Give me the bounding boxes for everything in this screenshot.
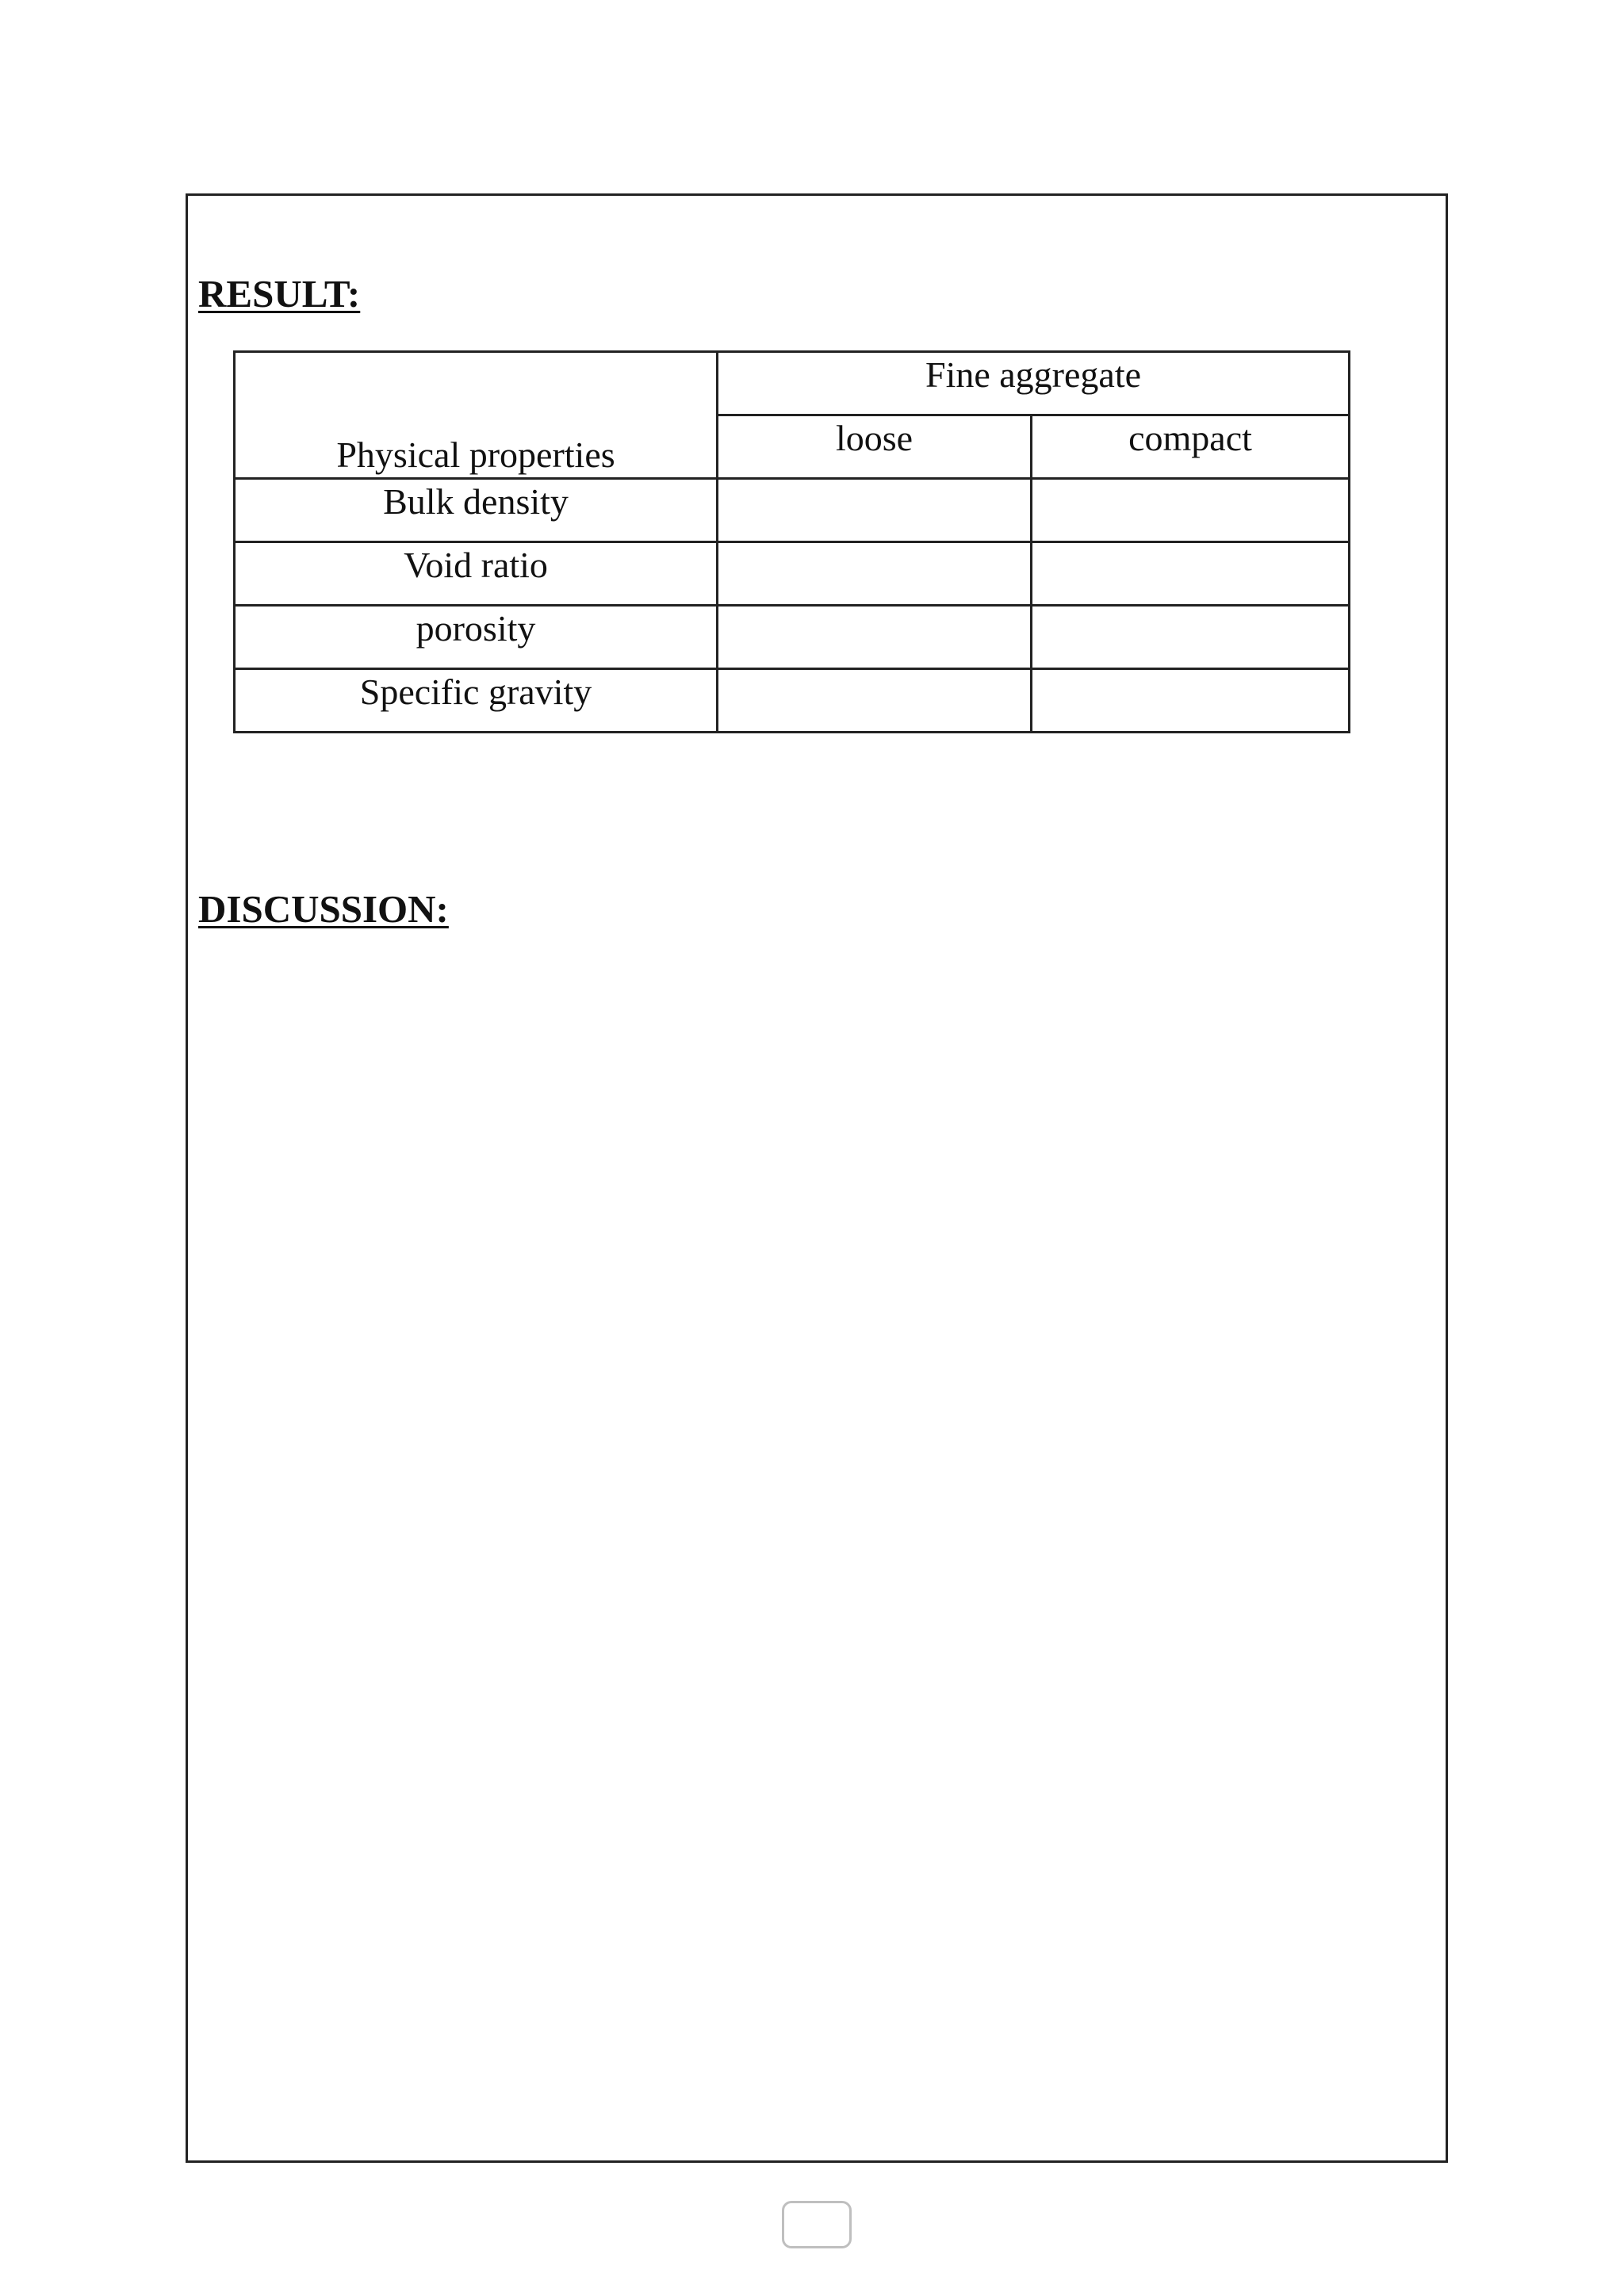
page-number-box — [782, 2201, 852, 2248]
loose-header: loose — [718, 415, 1032, 479]
specific-gravity-compact-cell[interactable] — [1032, 669, 1350, 733]
porosity-compact-cell[interactable] — [1032, 606, 1350, 669]
bulk-density-loose-cell[interactable] — [718, 479, 1032, 542]
void-ratio-loose-cell[interactable] — [718, 542, 1032, 606]
specific-gravity-loose-cell[interactable] — [718, 669, 1032, 733]
porosity-loose-cell[interactable] — [718, 606, 1032, 669]
result-heading: RESULT: — [198, 272, 361, 316]
results-table — [233, 350, 1350, 733]
discussion-heading: DISCUSSION: — [198, 887, 449, 931]
fine-aggregate-header: Fine aggregate — [718, 352, 1350, 415]
property-specific-gravity: Specific gravity — [235, 669, 718, 733]
property-porosity: porosity — [235, 606, 718, 669]
table-row — [235, 606, 1350, 669]
property-bulk-density: Bulk density — [235, 479, 718, 542]
compact-header: compact — [1032, 415, 1350, 479]
table-row — [235, 542, 1350, 606]
bulk-density-compact-cell[interactable] — [1032, 479, 1350, 542]
property-void-ratio: Void ratio — [235, 542, 718, 606]
table-row — [235, 479, 1350, 542]
void-ratio-compact-cell[interactable] — [1032, 542, 1350, 606]
physical-properties-header: Physical properties — [235, 352, 718, 479]
table-row — [235, 669, 1350, 733]
table-header-row — [235, 352, 1350, 415]
